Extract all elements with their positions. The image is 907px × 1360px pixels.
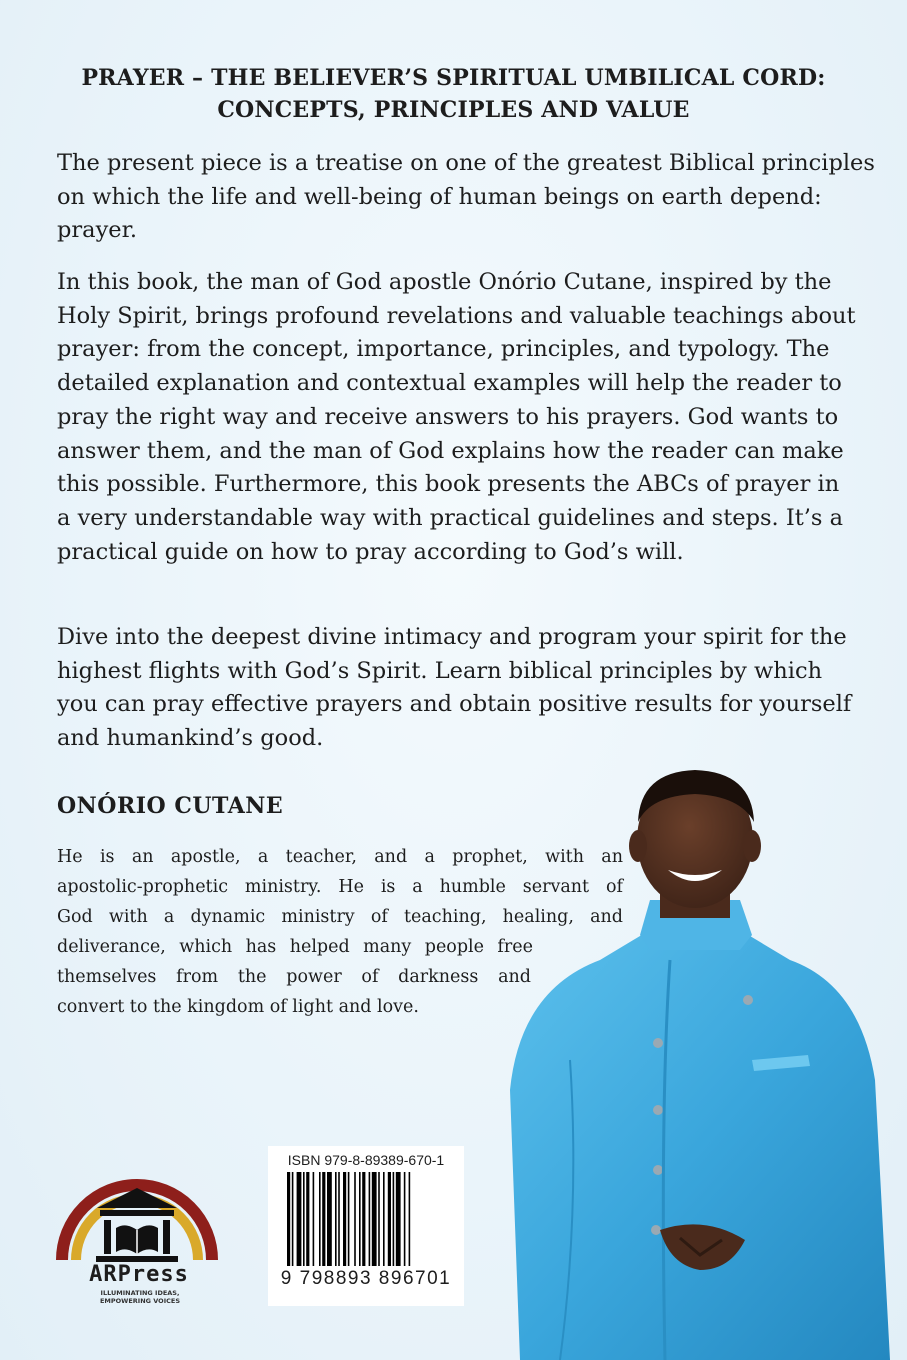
barcode-bar [362, 1172, 365, 1266]
text-line: Dive into the deepest divine intimacy and program your spirit for the [57, 624, 847, 650]
barcode-bar [404, 1172, 406, 1266]
barcode-bar [393, 1172, 395, 1266]
bio-line: apostolic-prophetic ministry. He is a humble servant of [57, 877, 623, 897]
barcode-bar [306, 1172, 309, 1266]
text-line: prayer. [57, 217, 138, 244]
barcode-bar [409, 1172, 411, 1266]
barcode-bar [338, 1172, 340, 1266]
barcode-bar [348, 1172, 350, 1266]
barcode-bar [383, 1172, 385, 1266]
description-paragraph-1 [57, 147, 875, 248]
book-title [40, 62, 867, 126]
title-line-1: PRAYER – THE BELIEVER’S SPIRITUAL UMBILICAL CORD: [81, 65, 826, 91]
barcode-bar [354, 1172, 356, 1266]
barcode-bar [287, 1172, 290, 1266]
barcode-bar [335, 1172, 337, 1266]
text-line: prayer: from the concept, importance, principles, and typology. The [57, 336, 830, 363]
barcode-bar [388, 1172, 391, 1266]
isbn-label: ISBN 979-8-89389-670-1 [287, 1152, 445, 1168]
barcode-digits: 9 798893 896701 [280, 1268, 452, 1289]
barcode-bar [292, 1172, 294, 1266]
text-line: you can pray effective prayers and obtain positive results for yourself [57, 691, 852, 718]
text-line: practical guide on how to pray according to God’s will. [57, 538, 684, 565]
text-line: pray the right way and receive answers to his prayers. God wants to [57, 403, 839, 430]
text-line: Holy Spirit, brings profound revelations and valuable teachings about [57, 302, 856, 329]
title-line-2: CONCEPTS, PRINCIPLES AND VALUE [217, 97, 690, 123]
barcode-bars [287, 1172, 447, 1266]
text-line: a very understandable way with practical guidelines and steps. It’s a [57, 504, 844, 531]
description-paragraph-3 [57, 621, 857, 756]
publisher-name: ARPress [89, 1262, 189, 1287]
text-line: on which the life and well-being of human beings on earth depend: [57, 183, 822, 210]
text-line: this possible. Furthermore, this book presents the ABCs of prayer in [57, 471, 840, 498]
bio-line: themselves from the power of darkness and [57, 967, 531, 987]
text-line: and humankind’s good. [57, 725, 324, 752]
text-line: In this book, the man of God apostle Onório Cutane, inspired by the [57, 269, 832, 295]
barcode-bar [369, 1172, 371, 1266]
text-line: highest flights with God’s Spirit. Learn biblical principles by which [57, 657, 823, 684]
description-paragraph-2 [57, 266, 857, 569]
author-photo [490, 760, 907, 1360]
tagline-line-1: ILLUMINATING IDEAS, [100, 1289, 180, 1297]
bio-line: convert to the kingdom of light and love. [57, 997, 419, 1017]
text-line: answer them, and the man of God explains how the reader can make [57, 437, 844, 464]
bio-line: deliverance, which has helped many people free [57, 937, 533, 957]
isbn-barcode [268, 1146, 464, 1306]
barcode-bar [322, 1172, 325, 1266]
barcode-bar [297, 1172, 302, 1266]
bio-line: God with a dynamic ministry of teaching, healing, and [57, 907, 623, 927]
barcode-bar [303, 1172, 305, 1266]
tagline-line-2: EMPOWERING VOICES [99, 1297, 181, 1305]
barcode-bar [313, 1172, 315, 1266]
barcode-bar [343, 1172, 346, 1266]
barcode-bar [396, 1172, 401, 1266]
barcode-bar [372, 1172, 377, 1266]
barcode-bar [378, 1172, 380, 1266]
author-heading: ONÓRIO CUTANE [57, 793, 284, 819]
text-line: detailed explanation and contextual examples will help the reader to [57, 370, 842, 397]
bio-line: He is an apostle, a teacher, and a prophet, with an [57, 847, 623, 867]
barcode-bar [327, 1172, 332, 1266]
barcode-bar [319, 1172, 321, 1266]
text-line: The present piece is a treatise on one of the greatest Biblical principles [57, 150, 875, 176]
barcode-bar [359, 1172, 361, 1266]
publisher-tagline [70, 1289, 210, 1305]
